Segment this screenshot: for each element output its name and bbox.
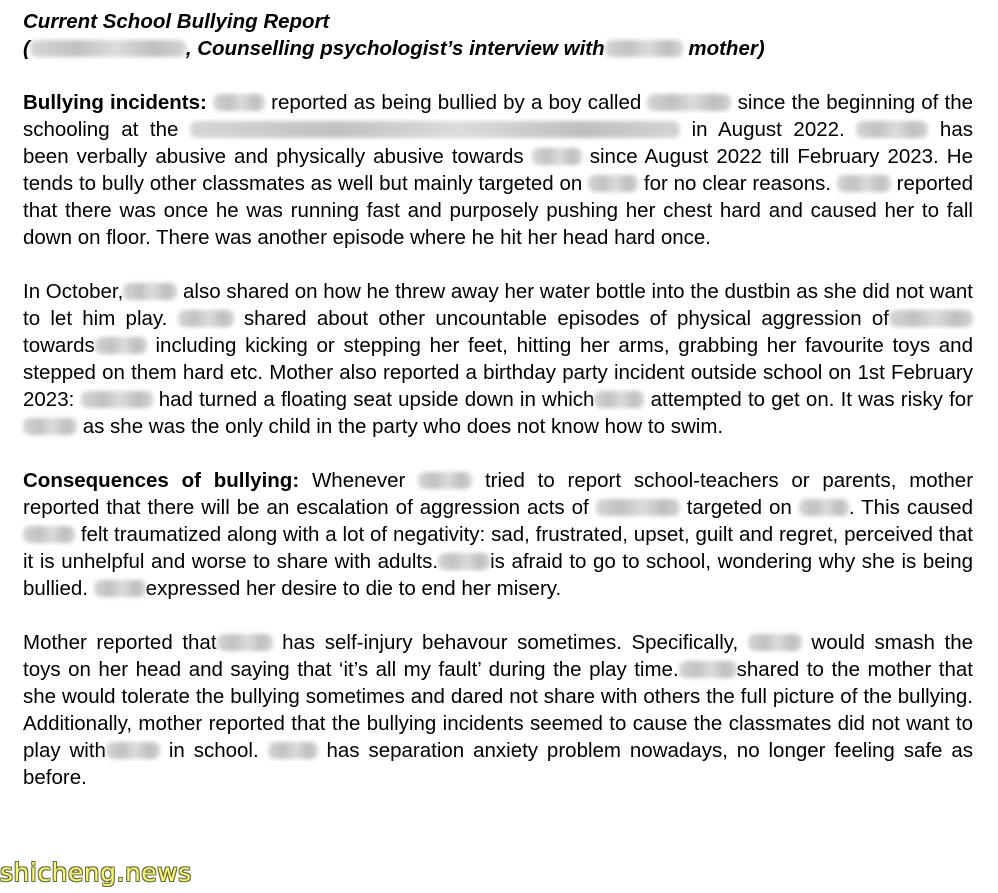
paragraph-text: as she was the only child in the party who does not know how to swim. (82, 415, 724, 438)
redacted-name (679, 661, 737, 678)
watermark-text: shicheng.news (0, 858, 192, 887)
paragraph-text: also shared on how he threw away her water bottle into the dustbin as she did not want to let him play. (23, 280, 973, 330)
paragraph-consequences (23, 467, 973, 602)
paragraph-text: shared about other uncountable episodes of physical aggression of (243, 307, 889, 330)
redacted-name (605, 40, 683, 57)
redacted-name (588, 175, 638, 192)
title-line-1: Current School Bullying Report (23, 10, 330, 33)
paragraph-text: In October, (23, 280, 124, 303)
paragraph-text: has separation anxiety problem nowadays, no longer feeling safe as before. (23, 739, 973, 789)
paragraph-text: felt traumatized along with a lot of negativity: sad, frustrated, upset, guilt and regret, perceived that it is unhelpful and worse to share with adults. (23, 523, 973, 573)
redacted-name (94, 580, 146, 597)
paragraph-text: has self-injury behavour sometimes. Specifically, (282, 631, 739, 654)
paragraph-text: shared to the mother that she would tolerate the bullying sometimes and dared not share with others the full picture of the bullying. Additionally, mother reported that the bullying incidents seemed to cause the classmates did not want to play with (23, 658, 973, 762)
title-subtitle-end: mother) (688, 37, 765, 60)
paragraph-text: attempted to get on. It was risky for (650, 388, 974, 411)
paragraph-text: . This caused (848, 496, 973, 519)
paragraph-text: towards (23, 334, 95, 357)
paragraph-text: Mother reported that (23, 631, 217, 654)
paragraph-text: Whenever (311, 469, 406, 492)
redacted-name (178, 310, 234, 327)
title-subtitle: , Counselling psychologist’s interview with (185, 37, 605, 60)
redacted-name (23, 526, 75, 543)
redacted-name (594, 391, 644, 408)
redacted-name (106, 742, 160, 759)
paragraph-text: including kicking or stepping her feet, hitting her arms, grabbing her favourite toys and stepped on them hard etc. Mother also reported a birthday party incident outside school on 1st February 2023: (23, 334, 973, 411)
redacted-name (217, 634, 273, 651)
redacted-name (418, 472, 472, 489)
section-heading-consequences: Consequences of bullying: (23, 469, 300, 492)
redacted-name (856, 121, 928, 138)
section-heading-bullying-incidents: Bullying incidents: (23, 91, 207, 114)
report-document (23, 8, 973, 791)
paragraph-text: expressed her desire to die to end her misery. (145, 577, 562, 600)
paragraph-self-injury (23, 629, 973, 791)
redacted-name (596, 499, 680, 516)
paragraph-text: since the beginning of the schooling at the (23, 91, 974, 141)
redacted-name (213, 94, 265, 111)
paragraph-text: had turned a floating seat upside down in which (158, 388, 595, 411)
paragraph-text: is afraid to go to school, wondering why she is being bullied. (23, 550, 973, 600)
report-title (23, 8, 973, 62)
paragraph-text: has been verbally abusive and physically abusive towards (23, 118, 973, 168)
redacted-name (647, 94, 731, 111)
paragraph-text: since August 2022 till February 2023. He tends to bully other classmates as well but mainly targeted on (23, 145, 973, 195)
redacted-name (532, 148, 582, 165)
paragraph-text: would smash the toys on her head and saying that ‘it’s all my fault’ during the play time. (23, 631, 973, 681)
redacted-name (30, 40, 186, 57)
paragraph-bullying-incidents (23, 89, 973, 251)
paragraph-october-incidents (23, 278, 973, 440)
redacted-name (81, 391, 153, 408)
paragraph-text: targeted on (686, 496, 792, 519)
redacted-school-name (190, 121, 680, 138)
redacted-name (23, 418, 77, 435)
redacted-name (268, 742, 318, 759)
redacted-name (438, 553, 490, 570)
paragraph-text: for no clear reasons. (643, 172, 832, 195)
paragraph-text: tried to report school-teachers or parents, mother reported that there will be an escalation of aggression acts of (23, 469, 974, 519)
title-open-paren: ( (23, 37, 30, 60)
redacted-name (123, 283, 177, 300)
redacted-name (837, 175, 891, 192)
redacted-name (799, 499, 849, 516)
redacted-name (748, 634, 802, 651)
redacted-name (95, 337, 147, 354)
paragraph-text: reported as being bullied by a boy called (271, 91, 642, 114)
paragraph-text: in August 2022. (691, 118, 845, 141)
paragraph-text: in school. (168, 739, 259, 762)
paragraph-text: reported that there was once he was running fast and purposely pushing her chest hard and caused her to fall down on floor. There was another episode where he hit her head hard once. (23, 172, 973, 249)
redacted-name (889, 310, 973, 327)
